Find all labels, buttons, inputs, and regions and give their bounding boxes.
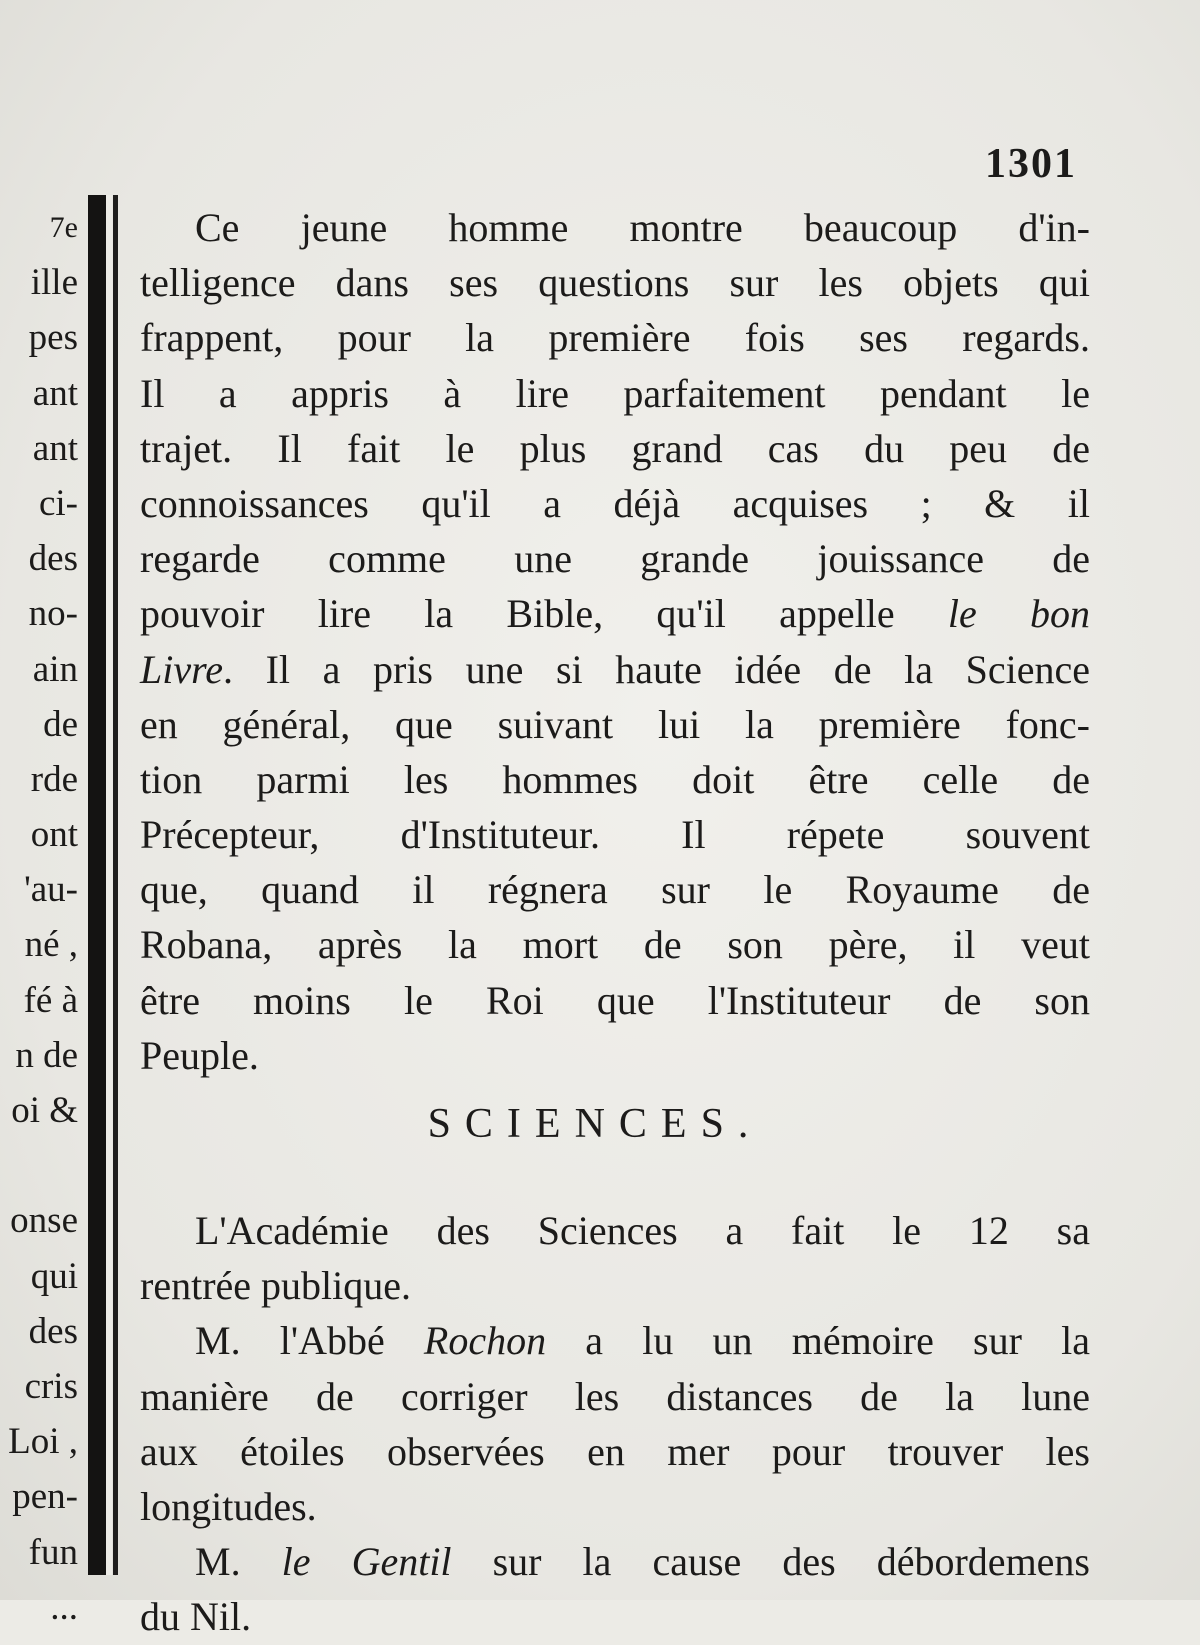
text-line: Précepteur, d'Instituteur. Il répete souvent — [140, 812, 1090, 858]
text-line: connoissances qu'il a déjà acquises ; & il — [140, 480, 1090, 526]
left-fragment: des — [28, 1310, 78, 1352]
column-rule-thick — [88, 195, 106, 1575]
left-fragment: Loi , — [8, 1421, 78, 1463]
text-line: du Nil. — [140, 1594, 252, 1640]
text-line: Robana, après la mort de son père, il veut — [140, 922, 1090, 968]
italic-name: Rochon — [423, 1318, 547, 1364]
left-fragment: né , — [24, 924, 78, 966]
text-line: tion parmi les hommes doit être celle de — [140, 756, 1090, 802]
left-fragment: 'au- — [24, 869, 78, 911]
text-line: être moins le Roi que l'Instituteur de son — [140, 977, 1090, 1023]
column-rule-gap — [106, 195, 112, 1575]
text-line: rentrée publique. — [140, 1263, 411, 1309]
text-run: sur la cause des débordemens — [492, 1539, 1090, 1585]
page-number: 1301 — [985, 141, 1077, 187]
text-line: trajet. Il fait le plus grand cas du peu de — [140, 425, 1090, 471]
text-line: longitudes. — [140, 1483, 317, 1529]
left-fragment: fun — [28, 1531, 78, 1573]
text-run: M. l'Abbé — [195, 1318, 385, 1364]
adjacent-column-fragments — [0, 200, 78, 1635]
column-rule-thin — [113, 195, 118, 1575]
text-line — [140, 1313, 1090, 1368]
left-fragment: no- — [28, 593, 78, 635]
italic-phrase: le bon — [947, 591, 1091, 637]
left-fragment: cris — [24, 1365, 78, 1407]
italic-name: le Gentil — [281, 1539, 452, 1585]
left-fragment: ille — [30, 262, 78, 304]
left-fragment: de — [43, 703, 78, 745]
text-line: Ce jeune homme montre beaucoup d'in- — [195, 205, 1090, 250]
left-fragment: pes — [28, 317, 78, 359]
text-run: a lu un mémoire sur la — [585, 1318, 1090, 1364]
left-fragment: ant — [32, 372, 78, 414]
text-line: telligence dans ses questions sur les objets qui — [140, 260, 1090, 306]
left-fragment: n de — [15, 1034, 78, 1076]
text-line: aux étoiles observées en mer pour trouver les — [140, 1428, 1090, 1474]
left-fragment: ci- — [38, 482, 78, 524]
text-run: M. — [195, 1539, 241, 1585]
text-line — [140, 586, 1090, 641]
left-fragment: onse — [10, 1200, 78, 1242]
text-line: manière de corriger les distances de la lune — [140, 1373, 1090, 1419]
left-fragment: des — [28, 538, 78, 580]
left-fragment: ain — [32, 648, 78, 690]
left-fragment: qui — [30, 1255, 78, 1297]
text-line: Peuple. — [140, 1032, 259, 1078]
text-line — [140, 642, 1090, 697]
left-fragment: fé à — [23, 979, 78, 1021]
main-text-column — [140, 200, 1090, 1645]
italic-phrase: Livre — [140, 646, 223, 692]
left-fragment: ... — [50, 1586, 78, 1628]
text-line: L'Académie des Sciences a fait le 12 sa — [195, 1208, 1090, 1253]
left-fragment: ant — [32, 427, 78, 469]
text-line: regarde comme une grande jouissance de — [140, 536, 1090, 582]
text-run: pouvoir lire la Bible, qu'il appelle — [140, 591, 895, 637]
left-fragment: pen- — [12, 1476, 78, 1518]
left-fragment: rde — [30, 758, 78, 800]
left-fragment: ont — [30, 814, 78, 856]
left-fragment: 7e — [49, 211, 78, 244]
left-fragment: oi & — [11, 1090, 78, 1131]
text-line: en général, que suivant lui la première fonc- — [140, 701, 1090, 747]
text-line: frappent, pour la première fois ses regards. — [140, 315, 1090, 361]
text-line — [140, 1534, 1090, 1589]
left-fragment — [0, 1138, 78, 1193]
text-run: . Il a pris une si haute idée de la Science — [222, 646, 1090, 692]
text-line: Il a appris à lire parfaitement pendant le — [140, 370, 1090, 416]
text-line: que, quand il régnera sur le Royaume de — [140, 867, 1090, 913]
section-heading: SCIENCES. — [427, 1101, 763, 1147]
